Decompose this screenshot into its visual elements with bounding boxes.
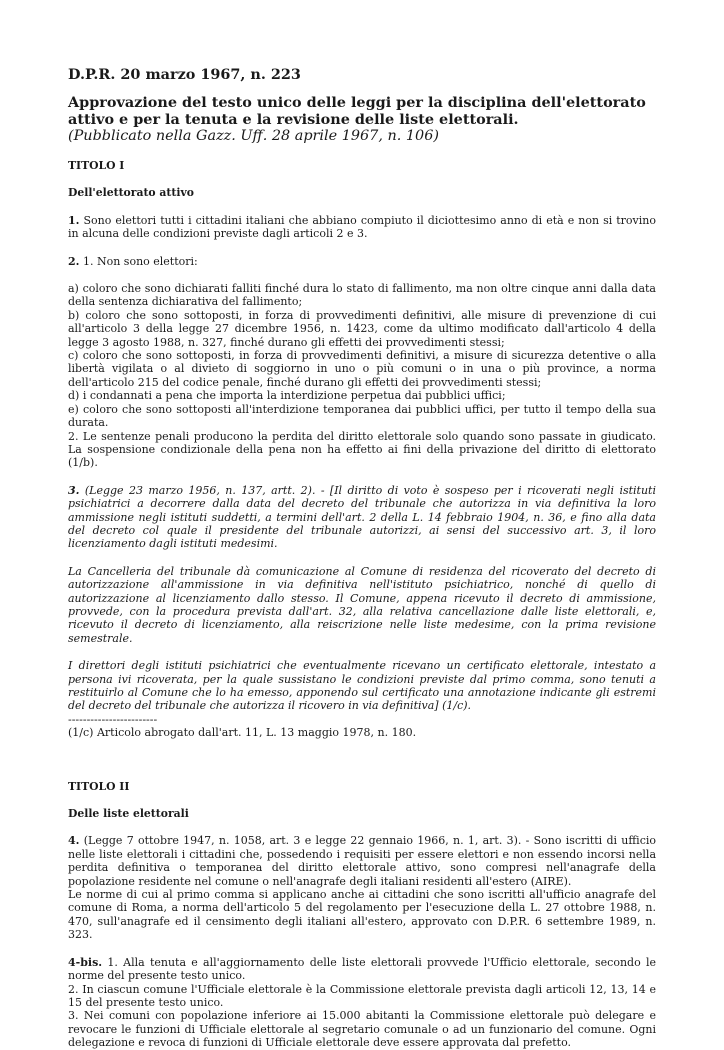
document-subtitle: Approvazione del testo unico delle leggi per la disciplina dell'elettorato attivo e per la tenuta e la revisione delle liste elettorali. (68, 94, 646, 128)
article-4-paragraph-2: Le norme di cui al primo comma si applicano anche ai cittadini che sono iscritti all'ufficio anagrafe del comune di Roma, a norma dell'articolo 5 del regolamento per l'esecuzione della L. 27 ottobre 1988, n. 470, sull'anagrafe ed il censimento degli italiani all'estero, approvato con D.P.R. 6 settembre 1989, n. 323. (68, 888, 656, 942)
document-title: D.P.R. 20 marzo 1967, n. 223 (68, 66, 301, 83)
footnote-1c: (1/c) Articolo abrogato dall'art. 11, L. 13 maggio 1978, n. 180. (68, 726, 417, 740)
list-item: a) coloro che sono dichiarati falliti finché dura lo stato di fallimento, ma non oltre cinque anni dalla data della sentenza dichiarativa del fallimento; (68, 282, 656, 309)
publication-note: (Pubblicato nella Gazz. Uff. 28 aprile 1967, n. 106) (68, 128, 439, 144)
list-item: 2. Le sentenze penali producono la perdita del diritto elettorale solo quando sono passate in giudicato. La sospensione condizionale della pena non ha effetto ai fini della privazione del diritto di elettorato (1/b). (68, 429, 656, 470)
article-1-number: 1. (68, 213, 80, 227)
article-2-list (68, 282, 656, 470)
article-4-bis (68, 956, 656, 983)
article-3-paragraph-3: I direttori degli istituti psichiatrici che eventualmente ricevano un certificato elettorale, intestato a persona ivi ricoverata, per la quale sussistano le condizioni previste dal primo comma, sono tenuti a restituirlo al Comune che lo ha emesso, apponendo sul certificato una annotazione indicante gli estremi del decreto del tribunale che autorizza il ricovero in via definitiva] (1/c). (68, 659, 656, 713)
article-1 (68, 214, 656, 241)
article-4-number: 4. (68, 834, 80, 848)
titolo-2-heading: TITOLO II (68, 779, 130, 793)
article-3-text: (Legge 23 marzo 1956, n. 137, artt. 2). - [Il diritto di voto è sospeso per i ricoverati negli istituti psichiatrici a decorrere dalla data del decreto del tribunale che autorizza in via definitiva la loro ammissione negli istituti suddetti, a termini dell'art. 2 della L. 14 febbraio 1904, n. 36, e fino alla data del decreto col quale il presidente del tribunale autorizzi, ai sensi del successivo art. 3, il loro licenziamento dagli istituti medesimi. (68, 483, 656, 551)
article-2 (68, 255, 656, 268)
titolo-1-heading: TITOLO I (68, 159, 125, 172)
document-page (68, 66, 656, 1050)
article-4-text: (Legge 7 ottobre 1947, n. 1058, art. 3 e legge 22 gennaio 1966, n. 1, art. 3). - Sono iscritti di ufficio nelle liste elettorali i cittadini che, possedendo i requisiti per essere elettori e non essendo incorsi nella perdita definitiva o temporanea del diritto elettorale attivo, sono compresi nell'anagrafe della popolazione residente nel comune o nell'anagrafe degli italiani residenti all'estero (AIRE). (68, 834, 656, 888)
article-2-text: 1. Non sono elettori: (79, 254, 198, 268)
list-item: e) coloro che sono sottoposti all'interdizione temporanea dai pubblici uffici, per tutto il tempo della sua durata. (68, 402, 656, 430)
list-item: 3. Nei comuni con popolazione inferiore ai 15.000 abitanti la Commissione elettorale può delegare e revocare le funzioni di Ufficiale elettorale al segretario comunale o ad un funzionario del comune. Ogni delegazione e revoca di funzioni di Ufficiale elettorale deve essere approvata dal prefetto. (68, 1009, 656, 1050)
footnote-separator: ------------------------ (68, 712, 158, 726)
list-item: 2. In ciascun comune l'Ufficiale elettorale è la Commissione elettorale prevista dagli articoli 12, 13, 14 e 15 del presente testo unico. (68, 982, 656, 1009)
article-4-bis-number: 4-bis. (68, 955, 103, 969)
list-item: c) coloro che sono sottoposti, in forza di provvedimenti definitivi, a misure di sicurezza detentive o alla libertà vigilata o al divieto di soggiorno in uno o più comuni o in una o più province, a norma dell'articolo 215 del codice penale, finché durano gli effetti dei provvedimenti stessi; (68, 349, 656, 389)
article-4 (68, 834, 656, 888)
section-liste-elettorali: Delle liste elettorali (68, 807, 189, 821)
article-4-bis-text: 1. Alla tenuta e all'aggiornamento delle liste elettorali provvede l'Ufficio elettorale, secondo le norme del presente testo unico. (68, 955, 656, 983)
article-3-paragraph-2: La Cancelleria del tribunale dà comunicazione al Comune di residenza del ricoverato del decreto di autorizzazione all'ammissione in via definitiva nell'istituto psichiatrico, nonché di quello di autorizzazione al licenziamento dallo stesso. Il Comune, appena ricevuto il decreto di ammissione, provvede, con la procedura prevista dall'art. 32, alla relativa cancellazione dalle liste elettorali, e, ricevuto il decreto di licenziamento, alla reiscrizione nelle liste medesime, con la prima revisione semestrale. (68, 564, 656, 645)
list-item: b) coloro che sono sottoposti, in forza di provvedimenti definitivi, alle misure di prevenzione di cui all'articolo 3 della legge 27 dicembre 1956, n. 1423, come da ultimo modificato dall'articolo 4 della legge 3 agosto 1988, n. 327, finché durano gli effetti dei provvedimenti stessi; (68, 308, 656, 349)
section-elettorato-attivo: Dell'elettorato attivo (68, 186, 194, 200)
article-1-text: Sono elettori tutti i cittadini italiani che abbiano compiuto il diciottesimo anno di età e non si trovino in alcuna delle condizioni previste dagli articoli 2 e 3. (68, 213, 656, 241)
article-3-number: 3. (68, 483, 80, 497)
article-2-number: 2. (68, 254, 80, 268)
list-item: d) i condannati a pena che importa la interdizione perpetua dai pubblici uffici; (68, 389, 506, 403)
article-3 (68, 484, 656, 551)
